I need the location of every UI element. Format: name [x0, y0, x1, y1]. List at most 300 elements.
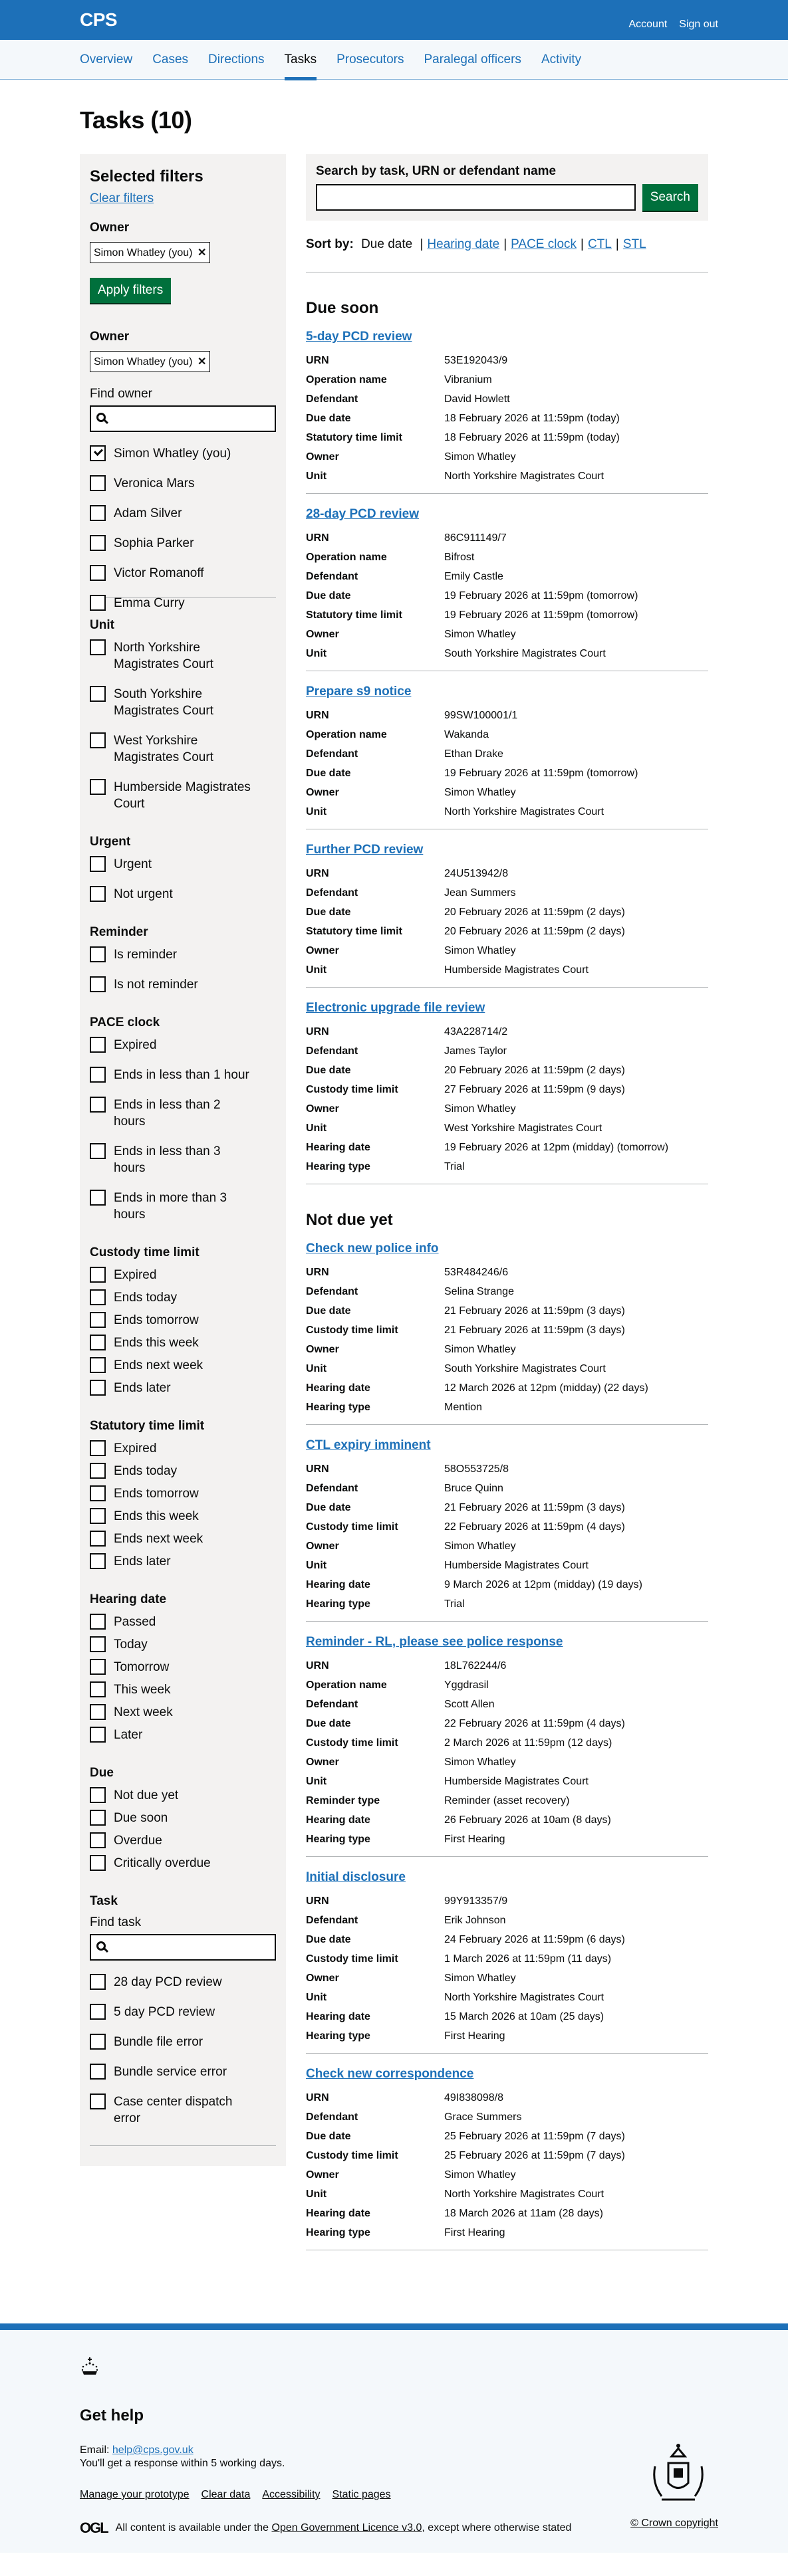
- task-details: [306, 1463, 708, 1611]
- checkbox-icon[interactable]: [90, 1380, 106, 1396]
- group-heading-due-soon: Due soon: [306, 299, 379, 317]
- checkbox-label: 28 day PCD review: [114, 1975, 222, 1989]
- hearing-checkbox-later[interactable]: [90, 1727, 276, 1743]
- account-links: [628, 19, 718, 31]
- detail-value-hearing-date: 12 March 2026 at 12pm (midday) (22 days): [444, 1382, 648, 1394]
- footer-links: [80, 2489, 708, 2501]
- detail-key: Due date: [306, 1502, 351, 1513]
- detail-value-defendant: Erik Johnson: [444, 1915, 506, 1926]
- checkbox-icon[interactable]: [90, 1681, 106, 1697]
- detail-value-owner: Simon Whatley: [444, 629, 516, 640]
- task-checkbox-case-center-dispatch-error[interactable]: [90, 2093, 276, 2127]
- search-button[interactable]: Search: [642, 184, 698, 211]
- statutory-time-limit-filter: [90, 1419, 276, 1570]
- detail-key: Hearing date: [306, 1814, 370, 1826]
- due-checkbox-due-soon[interactable]: [90, 1810, 276, 1826]
- nav-link[interactable]: Cases: [152, 53, 189, 66]
- accessibility-link[interactable]: Accessibility: [262, 2489, 321, 2500]
- detail-value-unit: North Yorkshire Magistrates Court: [444, 2189, 604, 2200]
- detail-key: Unit: [306, 2189, 327, 2200]
- detail-value-due-date: 25 February 2026 at 11:59pm (7 days): [444, 2131, 625, 2142]
- apply-filters-button[interactable]: Apply filters: [90, 278, 171, 303]
- detail-key: Owner: [306, 945, 339, 956]
- checkbox-label: West Yorkshire Magistrates Court: [114, 734, 213, 764]
- pace-checkbox-ends-in-less-than-1-hour[interactable]: [90, 1067, 276, 1083]
- pace-checkbox-expired[interactable]: [90, 1037, 276, 1053]
- ctl-checkbox-ends-today[interactable]: [90, 1289, 276, 1306]
- nav-item-cases[interactable]: [152, 40, 188, 80]
- checkbox-label: Later: [114, 1728, 143, 1742]
- detail-key: Hearing date: [306, 2011, 370, 2022]
- checkbox-icon[interactable]: [90, 779, 106, 795]
- reminder-checkbox-is-not-reminder[interactable]: [90, 976, 276, 993]
- detail-value-operation-name: Yggdrasil: [444, 1679, 489, 1691]
- checkbox-label: Adam Silver: [114, 506, 182, 520]
- sort-by-ctl-link[interactable]: CTL: [587, 237, 612, 251]
- detail-value-custody-time-limit: 2 March 2026 at 11:59pm (12 days): [444, 1737, 612, 1749]
- task-item: [306, 2067, 708, 2250]
- detail-key: Unit: [306, 648, 327, 659]
- urgent-checkbox-not-urgent[interactable]: [90, 886, 276, 903]
- clear-filters-link[interactable]: Clear filters: [90, 191, 154, 205]
- detail-value-due-date: 20 February 2026 at 11:59pm (2 days): [444, 1065, 625, 1076]
- ctl-checkbox-ends-next-week[interactable]: [90, 1357, 276, 1374]
- owner-checkbox-veronica-mars[interactable]: [90, 475, 276, 492]
- checkbox-label: Is reminder: [114, 948, 178, 962]
- checkbox-icon[interactable]: [90, 1440, 106, 1456]
- unit-checkbox-south-yorkshire-magistrates-court[interactable]: [90, 686, 276, 719]
- checkbox-label: Humberside Magistrates Court: [114, 780, 251, 811]
- task-details: [306, 354, 708, 483]
- detail-key: Unit: [306, 1123, 327, 1134]
- detail-value-urn: 49I838098/8: [444, 2092, 503, 2103]
- checkbox-icon[interactable]: [90, 2064, 106, 2080]
- detail-key: Owner: [306, 1344, 339, 1355]
- checkbox-label: Ends tomorrow: [114, 1487, 199, 1501]
- detail-value-hearing-type: First Hearing: [444, 2030, 505, 2042]
- unit-checkbox-humberside-magistrates-court[interactable]: [90, 779, 276, 812]
- page-title: Tasks (10): [80, 106, 192, 134]
- ctl-checkbox-ends-this-week[interactable]: [90, 1335, 276, 1351]
- task-item: [306, 1870, 708, 2054]
- checkbox-icon[interactable]: [90, 1832, 106, 1848]
- remove-icon: ✕: [197, 247, 207, 259]
- detail-key: Owner: [306, 451, 339, 463]
- checkbox-icon[interactable]: [90, 1312, 106, 1328]
- detail-key: URN: [306, 868, 329, 879]
- find-owner-input[interactable]: [90, 405, 276, 432]
- detail-key: Custody time limit: [306, 2150, 398, 2161]
- reminder-checkbox-is-reminder[interactable]: [90, 946, 276, 963]
- detail-value-owner: Simon Whatley: [444, 1541, 516, 1552]
- task-filter: [90, 1894, 276, 2146]
- crown-icon: [80, 2357, 100, 2377]
- checkbox-label: Expired: [114, 1038, 157, 1052]
- stl-checkbox-expired[interactable]: [90, 1440, 276, 1457]
- detail-value-hearing-type: First Hearing: [444, 1834, 505, 1845]
- task-title-link[interactable]: Initial disclosure: [306, 1870, 406, 1884]
- detail-value-defendant: Emily Castle: [444, 571, 503, 582]
- ogl-licence-link[interactable]: Open Government Licence v3.0: [271, 2522, 422, 2533]
- urgent-filter: [90, 835, 276, 903]
- detail-key: Custody time limit: [306, 1953, 398, 1965]
- unit-filter-heading: Unit: [90, 618, 114, 632]
- detail-value-due-date: 19 February 2026 at 11:59pm (tomorrow): [444, 768, 638, 779]
- nav-item-overview[interactable]: [80, 40, 132, 80]
- checkbox-label: Ends later: [114, 1381, 171, 1395]
- detail-key: Defendant: [306, 571, 358, 582]
- owner-options[interactable]: [90, 445, 276, 610]
- task-details: [306, 2092, 708, 2240]
- stl-checkbox-ends-today[interactable]: [90, 1463, 276, 1479]
- detail-value-owner: Simon Whatley: [444, 451, 516, 463]
- checkbox-label: Next week: [114, 1705, 173, 1719]
- task-checkbox-bundle-file-error[interactable]: [90, 2034, 276, 2050]
- detail-value-urn: 99SW100001/1: [444, 710, 518, 721]
- task-item: [306, 685, 708, 829]
- manage-prototype-link[interactable]: Manage your prototype: [80, 2489, 190, 2500]
- detail-value-due-date: 19 February 2026 at 11:59pm (tomorrow): [444, 590, 638, 601]
- unit-checkbox-west-yorkshire-magistrates-court[interactable]: [90, 732, 276, 766]
- nav-item-activity[interactable]: [541, 40, 581, 80]
- checkbox-icon[interactable]: [90, 1531, 106, 1547]
- detail-key: Custody time limit: [306, 1325, 398, 1336]
- task-checkbox-bundle-service-error[interactable]: [90, 2064, 276, 2080]
- detail-key: Operation name: [306, 552, 387, 563]
- detail-value-unit: Humberside Magistrates Court: [444, 1560, 589, 1571]
- checkbox-icon[interactable]: [90, 856, 106, 872]
- detail-value-unit: Humberside Magistrates Court: [444, 964, 589, 976]
- detail-value-urn: 43A228714/2: [444, 1026, 508, 1037]
- detail-key: Defendant: [306, 1045, 358, 1057]
- nav-item-tasks[interactable]: [285, 40, 317, 80]
- task-details: [306, 867, 708, 977]
- checkbox-label: Due soon: [114, 1811, 168, 1825]
- stl-checkbox-ends-later[interactable]: [90, 1553, 276, 1570]
- checkbox-icon[interactable]: [90, 505, 106, 521]
- account-link[interactable]: Account: [628, 19, 668, 30]
- task-item: [306, 1635, 708, 1857]
- sort-by-stl-link[interactable]: STL: [622, 237, 646, 251]
- nav-item-directions[interactable]: [208, 40, 264, 80]
- detail-key: URN: [306, 1463, 329, 1475]
- task-details: [306, 1895, 708, 2043]
- find-task-input[interactable]: [90, 1934, 276, 1961]
- checkbox-icon[interactable]: [90, 475, 106, 491]
- task-title-link[interactable]: 28-day PCD review: [306, 507, 420, 521]
- detail-value-operation-name: Wakanda: [444, 729, 489, 740]
- ctl-checkbox-ends-tomorrow[interactable]: [90, 1312, 276, 1329]
- checkbox-icon[interactable]: [90, 2093, 106, 2109]
- checkbox-label: Today: [114, 1638, 148, 1652]
- detail-key: Defendant: [306, 1483, 358, 1494]
- checkbox-label: Expired: [114, 1268, 157, 1282]
- detail-value-custody-time-limit: 22 February 2026 at 11:59pm (4 days): [444, 1521, 625, 1533]
- checkbox-icon[interactable]: [90, 1267, 106, 1283]
- due-checkbox-critically-overdue[interactable]: [90, 1855, 276, 1872]
- detail-key: Defendant: [306, 1286, 358, 1297]
- stl-checkbox-ends-tomorrow[interactable]: [90, 1485, 276, 1502]
- checkbox-icon[interactable]: [90, 639, 106, 655]
- detail-key: Owner: [306, 1973, 339, 1984]
- detail-value-reminder-type: Reminder (asset recovery): [444, 1795, 570, 1806]
- task-title-link[interactable]: Electronic upgrade file review: [306, 1001, 485, 1015]
- detail-value-hearing-type: First Hearing: [444, 2227, 505, 2238]
- detail-value-defendant: Ethan Drake: [444, 748, 503, 760]
- checkbox-icon[interactable]: [90, 1097, 106, 1113]
- detail-value-defendant: Grace Summers: [444, 2111, 522, 2123]
- email-label: Email:: [80, 2444, 110, 2456]
- checkbox-label: Urgent: [114, 857, 152, 871]
- hearing-checkbox-passed[interactable]: [90, 1614, 276, 1630]
- search-label: Search by task, URN or defendant name: [316, 164, 557, 178]
- detail-key: Unit: [306, 806, 327, 817]
- urgent-checkbox-urgent[interactable]: [90, 856, 276, 873]
- checkbox-icon[interactable]: [90, 1067, 106, 1083]
- nav-item-prosecutors[interactable]: [336, 40, 404, 80]
- detail-value-unit: North Yorkshire Magistrates Court: [444, 806, 604, 817]
- royal-coat-of-arms-icon: [642, 2436, 715, 2510]
- due-checkbox-not-due-yet[interactable]: [90, 1787, 276, 1804]
- checkbox-label: Is not reminder: [114, 978, 198, 992]
- detail-key: Hearing type: [306, 1402, 370, 1413]
- ctl-checkbox-ends-later[interactable]: [90, 1380, 276, 1396]
- sort-by-hearing-date-link[interactable]: Hearing date: [427, 237, 500, 251]
- detail-key: Hearing date: [306, 1382, 370, 1394]
- checkbox-icon[interactable]: [90, 2004, 106, 2020]
- checkbox-icon[interactable]: [90, 1463, 106, 1479]
- due-checkbox-overdue[interactable]: [90, 1832, 276, 1849]
- checkbox-icon[interactable]: [90, 1727, 106, 1743]
- detail-value-due-date: 21 February 2026 at 11:59pm (3 days): [444, 1305, 625, 1317]
- checkbox-icon[interactable]: [90, 732, 106, 748]
- detail-value-defendant: Scott Allen: [444, 1699, 495, 1710]
- checkbox-icon[interactable]: [90, 1335, 106, 1350]
- checkbox-icon[interactable]: [90, 1289, 106, 1305]
- checkbox-icon[interactable]: [90, 2034, 106, 2050]
- sort-options: [306, 237, 708, 272]
- checkbox-checked-icon[interactable]: [90, 445, 106, 461]
- detail-key: Owner: [306, 1103, 339, 1115]
- detail-key: Due date: [306, 907, 351, 918]
- checkbox-icon[interactable]: [90, 1810, 106, 1826]
- checkbox-icon[interactable]: [90, 1553, 106, 1569]
- checkbox-icon[interactable]: [90, 1704, 106, 1720]
- task-title-link[interactable]: 5-day PCD review: [306, 330, 412, 344]
- cps-logo[interactable]: CPS: [80, 9, 118, 30]
- detail-key: Unit: [306, 1363, 327, 1374]
- detail-value-due-date: 21 February 2026 at 11:59pm (3 days): [444, 1502, 625, 1513]
- checkbox-label: Ends next week: [114, 1532, 203, 1546]
- find-task-label: Find task: [90, 1915, 142, 1929]
- pace-checkbox-ends-in-more-than-3-hours[interactable]: [90, 1190, 276, 1223]
- detail-key: Hearing type: [306, 1598, 370, 1610]
- hearing-checkbox-next-week[interactable]: [90, 1704, 276, 1721]
- sort-current: Due date: [361, 237, 413, 251]
- task-title-link[interactable]: Reminder - RL, please see police response: [306, 1635, 563, 1649]
- due-filter: [90, 1766, 276, 1872]
- detail-value-operation-name: Bifrost: [444, 552, 475, 563]
- static-pages-link[interactable]: Static pages: [332, 2489, 391, 2500]
- selected-filters-heading: Selected filters: [90, 167, 203, 185]
- detail-key: URN: [306, 1895, 329, 1907]
- task-details: [306, 1266, 708, 1414]
- stl-checkbox-ends-this-week[interactable]: [90, 1508, 276, 1525]
- nav-link[interactable]: Directions: [208, 53, 265, 66]
- checkbox-icon[interactable]: [90, 1636, 106, 1652]
- detail-key: Unit: [306, 964, 327, 976]
- response-time: You'll get a response within 5 working days.: [80, 2458, 285, 2469]
- detail-key: Due date: [306, 413, 351, 424]
- pace-checkbox-ends-in-less-than-2-hours[interactable]: [90, 1097, 276, 1130]
- separator: |: [420, 237, 424, 251]
- primary-navigation: [0, 40, 788, 80]
- detail-key: Owner: [306, 1757, 339, 1768]
- detail-key: Due date: [306, 2131, 351, 2142]
- checkbox-label: Critically overdue: [114, 1856, 211, 1870]
- owner-checkbox-emma-curry[interactable]: [90, 595, 276, 611]
- detail-key: Hearing type: [306, 1834, 370, 1845]
- checkbox-icon[interactable]: [90, 1614, 106, 1630]
- task-filter-heading: Task: [90, 1894, 118, 1908]
- detail-key: Statutory time limit: [306, 432, 402, 443]
- ctl-checkbox-expired[interactable]: [90, 1267, 276, 1283]
- checkbox-icon[interactable]: [90, 535, 106, 551]
- detail-value-statutory-time-limit: 19 February 2026 at 11:59pm (tomorrow): [444, 609, 638, 621]
- checkbox-label: Sophia Parker: [114, 536, 194, 550]
- site-footer: [0, 2323, 788, 2553]
- checkbox-label: Ends later: [114, 1555, 171, 1568]
- task-title-link[interactable]: Further PCD review: [306, 843, 424, 857]
- detail-value-due-date: 22 February 2026 at 11:59pm (4 days): [444, 1718, 625, 1729]
- detail-value-defendant: David Howlett: [444, 393, 510, 405]
- detail-key: URN: [306, 1660, 329, 1671]
- separator: |: [615, 237, 619, 251]
- detail-key: URN: [306, 710, 329, 721]
- licence-suffix: , except where otherwise stated: [422, 2522, 572, 2533]
- checkbox-icon[interactable]: [90, 976, 106, 992]
- detail-key: Due date: [306, 1934, 351, 1945]
- unit-checkbox-north-yorkshire-magistrates-court[interactable]: [90, 639, 276, 673]
- detail-key: Unit: [306, 1560, 327, 1571]
- nav-link[interactable]: Activity: [541, 53, 582, 66]
- checkbox-icon[interactable]: [90, 686, 106, 702]
- detail-key: Defendant: [306, 748, 358, 760]
- hearing-checkbox-tomorrow[interactable]: [90, 1659, 276, 1675]
- detail-value-hearing-date: 15 March 2026 at 10am (25 days): [444, 2011, 604, 2022]
- task-title-link[interactable]: Prepare s9 notice: [306, 685, 412, 698]
- detail-value-custody-time-limit: 21 February 2026 at 11:59pm (3 days): [444, 1325, 625, 1336]
- detail-value-hearing-date: 26 February 2026 at 10am (8 days): [444, 1814, 611, 1826]
- detail-key: Custody time limit: [306, 1084, 398, 1095]
- detail-value-owner: Simon Whatley: [444, 1103, 516, 1115]
- owner-checkbox-simon-whatley-you[interactable]: [90, 445, 276, 462]
- checkbox-label: Victor Romanoff: [114, 566, 204, 580]
- sign-out-link[interactable]: Sign out: [679, 19, 718, 30]
- checkbox-label: 5 day PCD review: [114, 2005, 215, 2019]
- checkbox-icon[interactable]: [90, 1659, 106, 1675]
- task-details: [306, 532, 708, 661]
- checkbox-label: Ends in less than 1 hour: [114, 1068, 249, 1082]
- detail-value-defendant: Jean Summers: [444, 887, 516, 899]
- detail-key: Unit: [306, 471, 327, 482]
- stl-filter-heading: Statutory time limit: [90, 1419, 205, 1433]
- nav-link[interactable]: Tasks: [284, 53, 317, 66]
- unit-filter: [90, 618, 276, 812]
- sort-by-pace-clock-link[interactable]: PACE clock: [511, 237, 577, 251]
- hearing-checkbox-today[interactable]: [90, 1636, 276, 1653]
- detail-value-unit: South Yorkshire Magistrates Court: [444, 1363, 606, 1374]
- hearing-checkbox-this-week[interactable]: [90, 1681, 276, 1698]
- checkbox-icon[interactable]: [90, 1190, 106, 1206]
- detail-value-owner: Simon Whatley: [444, 1344, 516, 1355]
- task-checkbox-5-day-pcd-review[interactable]: [90, 2004, 276, 2020]
- custody-time-limit-filter: [90, 1245, 276, 1396]
- get-help-heading: Get help: [80, 2407, 144, 2424]
- checkbox-icon[interactable]: [90, 1357, 106, 1373]
- crown-copyright-link[interactable]: © Crown copyright: [630, 2518, 718, 2529]
- pace-checkbox-ends-in-less-than-3-hours[interactable]: [90, 1143, 276, 1176]
- task-details: [306, 709, 708, 819]
- search-input[interactable]: [316, 184, 636, 211]
- checkbox-label: Case center dispatch error: [114, 2095, 233, 2125]
- owner-tag[interactable]: Simon Whatley (you) ✕: [90, 351, 210, 372]
- task-title-link[interactable]: Check new police info: [306, 1241, 439, 1255]
- detail-value-unit: Humberside Magistrates Court: [444, 1776, 589, 1787]
- detail-key: Operation name: [306, 729, 387, 740]
- checkbox-icon[interactable]: [90, 1855, 106, 1871]
- detail-key: Hearing date: [306, 2208, 370, 2219]
- task-title-link[interactable]: Check new correspondence: [306, 2067, 474, 2081]
- task-checkbox-28-day-pcd-review[interactable]: [90, 1974, 276, 1990]
- owner-checkbox-sophia-parker[interactable]: [90, 535, 276, 552]
- checkbox-icon[interactable]: [90, 1037, 106, 1053]
- detail-value-urn: 86C911149/7: [444, 532, 507, 544]
- owner-checkbox-victor-romanoff[interactable]: [90, 565, 276, 582]
- checkbox-icon[interactable]: [90, 1787, 106, 1803]
- nav-link[interactable]: Prosecutors: [336, 53, 404, 66]
- detail-value-due-date: 24 February 2026 at 11:59pm (6 days): [444, 1934, 625, 1945]
- reminder-filter: [90, 925, 276, 993]
- detail-key: URN: [306, 355, 329, 366]
- stl-checkbox-ends-next-week[interactable]: [90, 1531, 276, 1547]
- separator: |: [503, 237, 507, 251]
- nav-item-paralegal-officers[interactable]: [424, 40, 521, 80]
- help-email-link[interactable]: help@cps.gov.uk: [112, 2444, 194, 2456]
- clear-data-link[interactable]: Clear data: [201, 2489, 251, 2500]
- owner-checkbox-adam-silver[interactable]: [90, 505, 276, 522]
- checkbox-icon[interactable]: [90, 595, 106, 611]
- selected-owner-tag[interactable]: Simon Whatley (you) ✕: [90, 242, 210, 263]
- task-title-link[interactable]: CTL expiry imminent: [306, 1438, 431, 1452]
- checkbox-icon[interactable]: [90, 946, 106, 962]
- checkbox-label: Bundle service error: [114, 2065, 227, 2079]
- detail-value-custody-time-limit: 1 March 2026 at 11:59pm (11 days): [444, 1953, 612, 1965]
- checkbox-icon[interactable]: [90, 565, 106, 581]
- nav-link[interactable]: Overview: [80, 53, 133, 66]
- detail-value-defendant: Selina Strange: [444, 1286, 514, 1297]
- group-heading-not-due-yet: Not due yet: [306, 1211, 393, 1229]
- checkbox-icon[interactable]: [90, 1485, 106, 1501]
- checkbox-icon[interactable]: [90, 886, 106, 902]
- task-item: [306, 843, 708, 988]
- search-icon: [96, 1941, 106, 1951]
- nav-link[interactable]: Paralegal officers: [424, 53, 521, 66]
- checkbox-icon[interactable]: [90, 1974, 106, 1990]
- detail-value-unit: North Yorkshire Magistrates Court: [444, 1992, 604, 2003]
- checkbox-icon[interactable]: [90, 1508, 106, 1524]
- checkbox-icon[interactable]: [90, 1143, 106, 1159]
